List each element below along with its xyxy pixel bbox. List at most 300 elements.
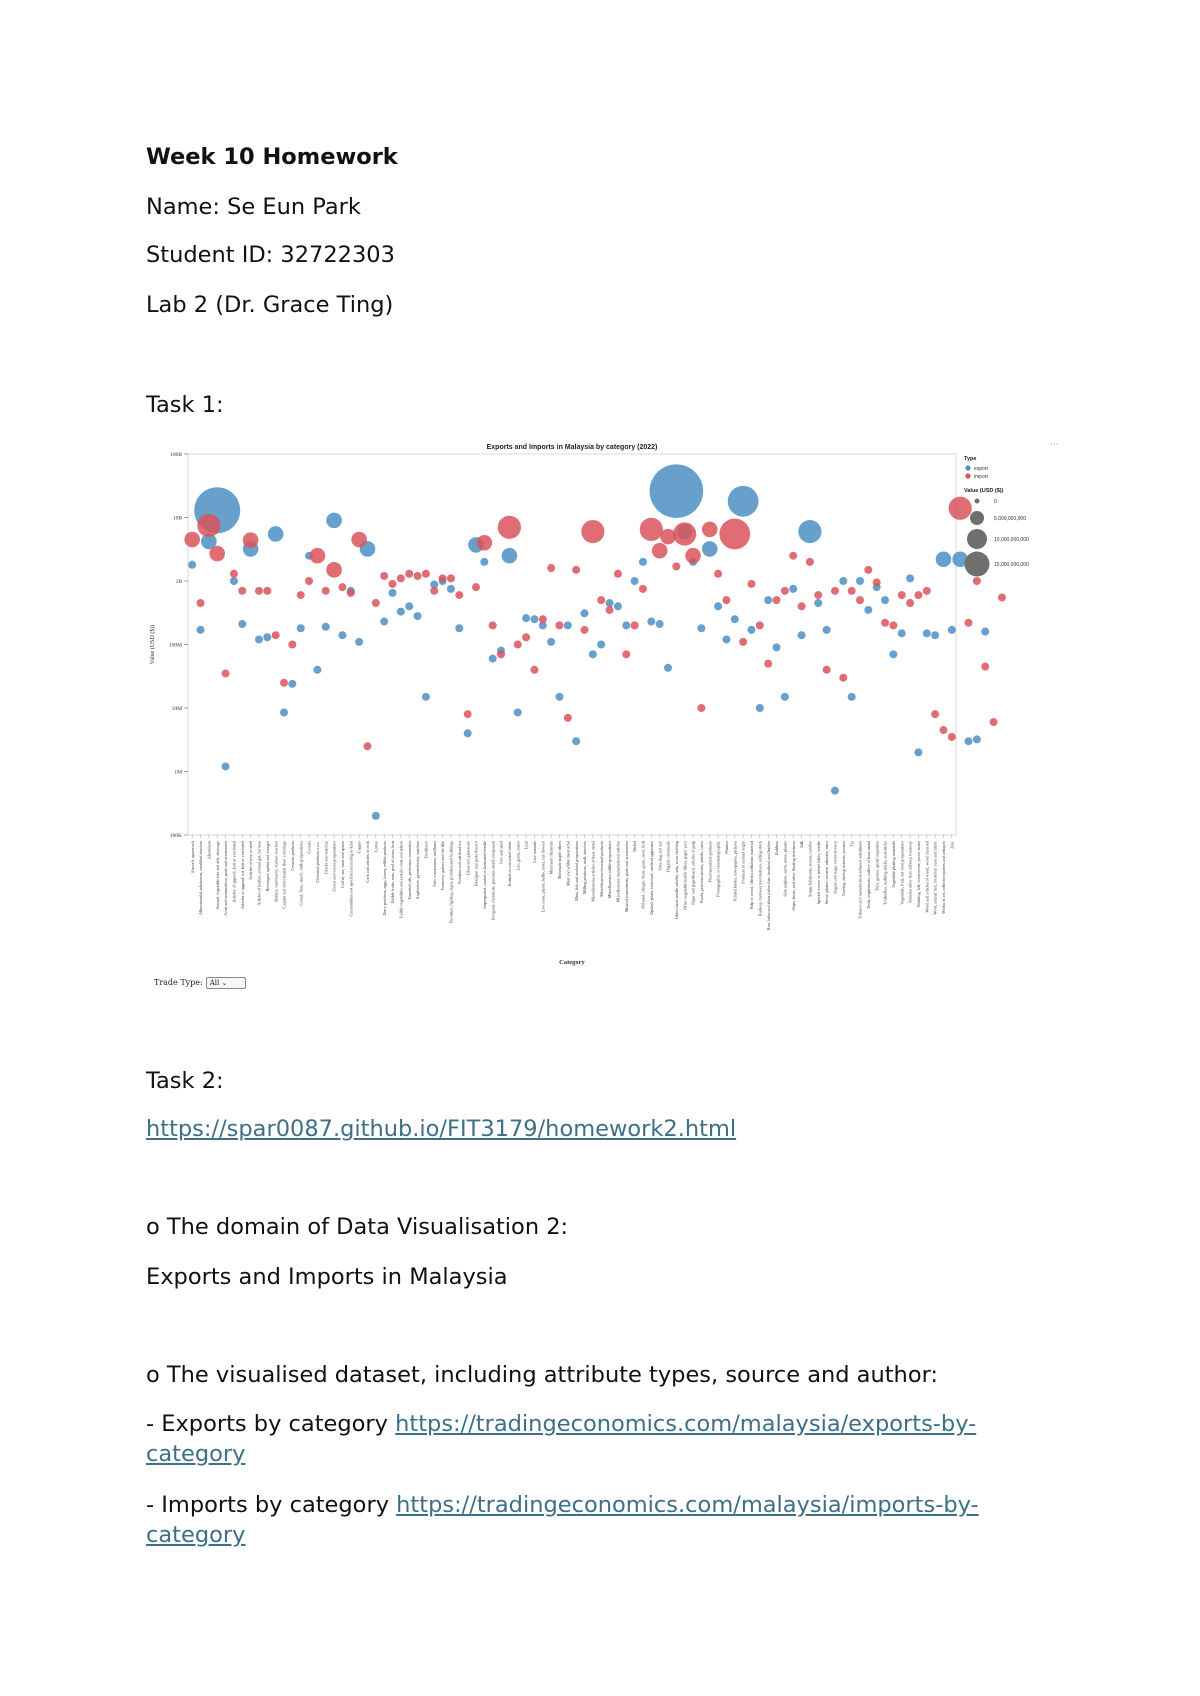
x-tick-label: Ships, boats, and other floating structures	[790, 841, 796, 911]
export-point	[831, 787, 839, 795]
trade-type-control	[154, 977, 246, 989]
import-point	[272, 631, 280, 639]
export-point	[697, 624, 705, 632]
export-point	[622, 621, 630, 629]
import-point	[447, 574, 455, 582]
task1-chart-figure	[146, 440, 1062, 1000]
x-tick-label: Zinc	[949, 841, 955, 849]
x-tick-label: Articles of leather, animal gut, harness	[256, 841, 262, 906]
x-tick-label: Paper and paperboard, articles of pulp	[690, 841, 696, 905]
trade-type-label: Trade Type:	[154, 978, 203, 987]
dataset-heading: o The visualised dataset, including attribute types, source and author:	[146, 1362, 939, 1388]
export-point	[389, 589, 397, 597]
export-point	[338, 631, 346, 639]
export-point	[547, 638, 555, 646]
x-tick-label: Glass and glassware	[465, 841, 471, 875]
x-tick-label: Cereal, flour, starch, milk preparations	[298, 841, 304, 906]
x-tick-label: Lac, gums, resins	[515, 841, 521, 871]
export-point	[647, 618, 655, 626]
import-point	[498, 516, 521, 539]
legend-size-label: 10,000,000,000	[994, 537, 1029, 543]
import-point	[798, 602, 806, 610]
x-tick-label: Inorganic chemicals, precious metal compound	[490, 841, 496, 921]
imports-source	[146, 1490, 1066, 1550]
x-tick-label: Stone, plaster, cement, asbestos, mica	[824, 841, 830, 905]
export-point	[322, 623, 330, 631]
export-point	[380, 618, 388, 626]
import-point	[430, 587, 438, 595]
import-point	[581, 520, 604, 543]
legend-size-swatch	[975, 499, 980, 504]
import-point	[652, 543, 668, 559]
import-point	[823, 666, 831, 674]
x-tick-label: Products of animal origin	[740, 841, 746, 884]
import-point	[230, 570, 238, 578]
x-tick-label: Footwear, gaiters and the like	[440, 841, 446, 891]
import-point	[572, 566, 580, 574]
import-point	[326, 562, 342, 578]
x-tick-label: Commodities not specified according to kind	[348, 841, 354, 917]
export-point	[464, 729, 472, 737]
export-point	[848, 693, 856, 701]
export-point	[931, 631, 939, 639]
x-tick-label: Explosives, pyrotechnics, matches	[415, 841, 421, 899]
export-point	[728, 486, 759, 517]
import-point	[622, 650, 630, 658]
import-point	[998, 593, 1006, 601]
legend-size-title: Value (USD ($))	[964, 488, 1004, 494]
export-point	[397, 608, 405, 616]
export-point	[230, 577, 238, 585]
import-point	[965, 619, 973, 627]
import-point	[685, 548, 701, 564]
export-point	[280, 708, 288, 716]
x-tick-label: Tobacco and manufactures tobacco substitutes	[857, 841, 863, 919]
export-point	[447, 585, 455, 593]
trade-type-value: All	[209, 979, 220, 987]
x-tick-label: Vegetable, fruit, nut food preparations	[899, 841, 905, 905]
import-point	[614, 570, 622, 578]
import-point	[747, 580, 755, 588]
x-tick-label: Clocks and watches	[323, 841, 329, 875]
export-point	[489, 655, 497, 663]
x-tick-label: Live animals	[532, 841, 538, 863]
x-tick-label: Miscellaneous edible preparations	[607, 841, 613, 899]
import-point	[881, 619, 889, 627]
import-point	[555, 621, 563, 629]
import-point	[814, 591, 822, 599]
x-tick-label: Furniture, lighting, signs, prefabricated buildings	[448, 841, 454, 924]
x-tick-label: Cork and articles of cork	[365, 841, 371, 883]
import-point	[305, 577, 313, 585]
x-tick-label: Copper	[356, 841, 362, 854]
export-point	[965, 737, 973, 745]
export-point	[268, 526, 284, 542]
x-tick-label: Wood and articles of wood, wood charcoal	[924, 841, 930, 913]
x-tick-label: Headgear and parts thereof	[473, 841, 479, 887]
x-tick-label: Nickel	[632, 841, 638, 853]
export-point	[422, 693, 430, 701]
export-point	[188, 561, 196, 569]
import-point	[856, 596, 864, 604]
x-tick-label: Ores slag and ash	[657, 841, 663, 871]
export-point	[798, 520, 821, 543]
x-tick-label: Photographic or cinematographic	[715, 841, 721, 897]
homework-link[interactable]: https://spar0087.github.io/FIT3179/homework2.html	[146, 1116, 737, 1142]
export-point	[906, 574, 914, 582]
legend-color-label: import	[974, 474, 988, 480]
legend-size-swatch	[965, 552, 990, 577]
x-tick-label: Knitted or crocheted fabric	[506, 841, 512, 887]
x-tick-label: Railway, tramway locomotives, rolling stock	[757, 841, 763, 917]
export-point	[981, 628, 989, 636]
import-point	[263, 587, 271, 595]
x-tick-label: Pharmaceutical products	[707, 841, 713, 883]
x-tick-label: Milling products, malt, starches	[582, 841, 588, 895]
export-point	[889, 650, 897, 658]
exports-source	[146, 1409, 1066, 1469]
domain-heading: o The domain of Data Visualisation 2:	[146, 1214, 569, 1240]
export-point	[372, 812, 380, 820]
x-tick-label: Impregnated, coated or laminated textile	[481, 841, 487, 909]
export-point	[606, 599, 614, 607]
x-tick-label: Aluminum	[206, 841, 212, 860]
export-point	[650, 464, 704, 518]
x-tick-label: Cereals	[306, 841, 312, 854]
import-point	[923, 587, 931, 595]
import-point	[422, 570, 430, 578]
export-point	[297, 624, 305, 632]
import-point	[581, 626, 589, 634]
y-tick-label: 100B	[170, 452, 182, 458]
import-point	[990, 718, 998, 726]
import-point	[280, 679, 288, 687]
export-point	[781, 693, 789, 701]
import-point	[209, 546, 225, 562]
x-tick-label: Aircraft, spacecraft	[189, 841, 195, 874]
export-point	[197, 626, 205, 634]
x-tick-label: Oil seed, oleagic fruits, grain, seed, fruit	[640, 841, 646, 909]
x-tick-label: Fish, crustaceans, molluscs	[431, 841, 437, 887]
export-point	[814, 599, 822, 607]
x-tick-label: Meat and edible meat offal	[565, 841, 571, 887]
export-point	[764, 596, 772, 604]
y-axis-title: Value (USD ($))	[150, 624, 156, 665]
import-point	[363, 742, 371, 750]
export-point	[639, 558, 647, 566]
export-point	[773, 643, 781, 651]
import-point	[405, 570, 413, 578]
import-point	[781, 587, 789, 595]
export-point	[856, 577, 864, 585]
import-point	[497, 650, 505, 658]
legend-size-swatch	[970, 511, 984, 525]
x-tick-label: Iron and steel	[498, 841, 504, 864]
import-point	[673, 522, 696, 545]
import-point	[514, 641, 522, 649]
x-tick-label: Pearls, precious stones, metals, coins	[698, 841, 704, 903]
x-tick-label: Animal, vegetable fats and oils, cleavage	[214, 841, 220, 910]
lab-info: Lab 2 (Dr. Grace Ting)	[146, 292, 394, 318]
chevron-down-icon: ⌄	[221, 979, 228, 987]
x-tick-label: Printed books, newspapers, pictures	[732, 841, 738, 902]
exports-link[interactable]: https://tradingeconomics.com/malaysia/exports-by-category	[146, 1411, 977, 1467]
x-tick-label: Manmade filaments	[548, 841, 554, 875]
x-tick-label: Carpets and other textile floor coverings	[281, 841, 287, 909]
import-point	[806, 558, 814, 566]
export-point	[455, 624, 463, 632]
x-tick-label: Sugars and sugar confectionery	[832, 841, 838, 894]
legend-color-label: export	[974, 466, 988, 472]
x-tick-label: Silk	[799, 841, 805, 848]
export-point	[405, 602, 413, 610]
plot-frame	[188, 454, 956, 835]
import-point	[414, 572, 422, 580]
legend-size-label: 15,000,000,000	[994, 562, 1029, 568]
import-point	[347, 589, 355, 597]
export-point	[631, 577, 639, 585]
export-point	[614, 602, 622, 610]
export-point	[522, 614, 530, 622]
x-tick-label: Miscellaneous articles of base metal	[590, 841, 596, 902]
y-tick-label: 10M	[171, 706, 182, 712]
export-point	[326, 513, 342, 529]
import-point	[455, 591, 463, 599]
x-tick-label: Boilers, machinery; nuclear reactors	[273, 841, 279, 902]
import-point	[380, 572, 388, 580]
legend-size-swatch	[967, 529, 987, 549]
export-point	[948, 626, 956, 634]
import-point	[351, 532, 367, 548]
legend-color-swatch	[965, 473, 970, 478]
import-point	[606, 606, 614, 614]
x-tick-label: Tin	[849, 841, 855, 847]
x-tick-label: Raw hides and skins (other than furskins) and leather	[765, 841, 771, 931]
export-point	[731, 615, 739, 623]
import-point	[297, 591, 305, 599]
y-tick-label: 100K	[169, 833, 182, 839]
x-tick-label: Tanning, dyeing extracts, tannins	[840, 841, 846, 897]
x-tick-label: Miscellaneous chemical products	[598, 841, 604, 897]
x-tick-label: Essential oils, perfumes, cosmetics	[406, 841, 412, 900]
import-point	[372, 599, 380, 607]
import-point	[522, 633, 530, 641]
x-tick-label: Toys, games, sports requisites	[874, 841, 880, 892]
export-point	[756, 704, 764, 712]
x-tick-label: Meat, fish and seafood preparations	[573, 841, 579, 901]
import-point	[639, 585, 647, 593]
chart-actions-menu[interactable]: ···	[1050, 440, 1059, 450]
y-tick-label: 1B	[175, 579, 182, 585]
x-tick-label: Miscellaneous manufactured articles	[615, 841, 621, 903]
import-point	[949, 497, 972, 520]
export-point	[864, 606, 872, 614]
x-tick-label: Articles of iron or steel	[248, 841, 254, 880]
import-point	[477, 535, 493, 551]
import-point	[719, 519, 750, 550]
export-point	[798, 631, 806, 639]
x-tick-label: Other made textile articles, sets, worn clothing	[673, 841, 679, 920]
x-tick-label: Fertilizers	[423, 841, 429, 858]
import-point	[898, 591, 906, 599]
x-tick-label: Edible fruits, nuts, peel of citrus fruit	[390, 841, 396, 904]
x-tick-label: Optical, photo, technical, medical apparatus	[648, 841, 654, 915]
export-point	[597, 641, 605, 649]
import-point	[981, 663, 989, 671]
x-tick-label: Salt, sulphur, earth, stone, plaster	[782, 841, 788, 897]
x-tick-label: Cotton	[373, 841, 379, 853]
x-tick-label: Manmade staple fibers	[557, 841, 563, 880]
legend-size-label: 5,000,000,000	[994, 516, 1026, 522]
x-tick-label: Organic chemicals	[665, 841, 671, 873]
import-point	[756, 621, 764, 629]
import-point	[310, 548, 326, 564]
export-point	[530, 615, 538, 623]
export-point	[664, 664, 672, 672]
export-point	[923, 629, 931, 637]
import-point	[322, 587, 330, 595]
x-tick-label: Beverages, spirits and vinegar	[264, 841, 270, 892]
export-point	[414, 612, 422, 620]
import-point	[722, 596, 730, 604]
x-tick-label: Other vegetable textile fibers, paper yarn	[682, 841, 688, 910]
x-tick-label: Furskins and artificial fur	[456, 841, 462, 884]
export-point	[502, 548, 518, 564]
export-point	[714, 602, 722, 610]
y-tick-label: 100M	[168, 642, 182, 649]
x-tick-label: Works of art, collectors pieces and antiques	[941, 841, 947, 914]
exports-prefix: - Exports by category	[146, 1411, 396, 1437]
import-point	[948, 733, 956, 741]
task1-label: Task 1:	[146, 392, 224, 418]
import-point	[530, 666, 538, 674]
export-point	[898, 629, 906, 637]
x-tick-label: Vegetable plaiting materials	[890, 841, 896, 888]
export-point	[914, 748, 922, 756]
x-tick-label: Chemical products n.e.c.	[314, 841, 320, 883]
import-point	[702, 522, 718, 538]
import-point	[714, 570, 722, 578]
import-point	[864, 566, 872, 574]
import-point	[640, 518, 663, 541]
export-point	[255, 635, 263, 643]
export-point	[514, 708, 522, 716]
x-tick-label: Special woven or tufted fabric, textile	[815, 841, 821, 905]
page-title: Week 10 Homework	[146, 144, 398, 170]
student-id: Student ID: 32722303	[146, 242, 395, 268]
x-tick-label: Live trees, plants, bulbs, roots, cut flowers	[540, 841, 546, 913]
import-point	[631, 621, 639, 629]
x-tick-label: Pulp of wood, fibrous cellulosic material	[749, 841, 755, 910]
import-point	[472, 583, 480, 591]
x-tick-label: Cocoa and cocoa preparations	[331, 841, 337, 892]
x-tick-label: Articles of apparel, knit or crocheted	[231, 841, 237, 903]
legend-color-swatch	[965, 465, 970, 470]
export-point	[238, 620, 246, 628]
x-tick-label: Arms and ammunition, parts and accessories	[223, 841, 229, 916]
trade-type-select[interactable]	[206, 977, 246, 989]
export-point	[656, 620, 664, 628]
x-tick-label: Articles of apparel, not knit or crocheted	[239, 841, 245, 910]
import-point	[848, 587, 856, 595]
export-point	[355, 638, 363, 646]
export-point	[263, 633, 271, 641]
x-tick-label: Albuminoidal substances, modified starches	[198, 841, 204, 915]
export-point	[589, 650, 597, 658]
export-point	[789, 585, 797, 593]
x-tick-label: Rubbers	[774, 841, 780, 855]
import-point	[597, 596, 605, 604]
export-point	[881, 596, 889, 604]
domain-value: Exports and Imports in Malaysia	[146, 1264, 508, 1290]
import-point	[564, 714, 572, 722]
export-point	[722, 635, 730, 643]
import-point	[197, 514, 220, 537]
export-point	[288, 680, 296, 688]
imports-prefix: - Imports by category	[146, 1492, 397, 1518]
import-point	[697, 704, 705, 712]
import-point	[873, 578, 881, 586]
x-tick-label: Dairy products, eggs, honey, edible products	[381, 841, 387, 916]
import-point	[889, 621, 897, 629]
y-tick-label: 1M	[174, 769, 182, 776]
import-point	[243, 532, 259, 548]
task2-label: Task 2:	[146, 1068, 224, 1094]
x-tick-label: Ceramic products	[289, 841, 295, 871]
export-point	[480, 558, 488, 566]
import-point	[338, 583, 346, 591]
y-tick-label: 10B	[172, 515, 182, 522]
export-point	[222, 762, 230, 770]
x-tick-label: Edible vegetables and certain roots and tubers	[398, 841, 404, 918]
export-point	[555, 693, 563, 701]
import-point	[739, 638, 747, 646]
x-tick-label: Wool, animal hair, horsehair yarn and fabric	[932, 841, 938, 915]
export-point	[564, 621, 572, 629]
import-point	[931, 710, 939, 718]
import-point	[197, 599, 205, 607]
chart-title: Exports and Imports in Malaysia by category (2022)	[486, 444, 658, 451]
import-point	[288, 641, 296, 649]
import-point	[839, 674, 847, 682]
export-point	[973, 735, 981, 743]
export-point	[572, 737, 580, 745]
export-point	[581, 609, 589, 617]
import-point	[789, 552, 797, 560]
import-point	[222, 669, 230, 677]
import-point	[389, 580, 397, 588]
x-tick-label: Umbrellas, walking-sticks, seat-sticks	[882, 841, 888, 905]
legend-size-label: 0	[994, 499, 997, 505]
x-axis-title: Category	[559, 959, 585, 966]
imports-link[interactable]: https://tradingeconomics.com/malaysia/imports-by-category	[146, 1492, 979, 1548]
x-tick-label: Soaps, lubricants, waxes, candles	[807, 841, 813, 897]
export-point	[702, 541, 718, 557]
import-point	[939, 726, 947, 734]
import-point	[672, 562, 680, 570]
export-point	[936, 551, 952, 567]
import-point	[238, 587, 246, 595]
export-point	[839, 577, 847, 585]
import-point	[831, 587, 839, 595]
x-tick-label: Coffee, tea, mate and spices	[340, 841, 346, 888]
export-point	[313, 666, 321, 674]
import-point	[773, 596, 781, 604]
import-point	[489, 621, 497, 629]
x-tick-label: Wadding, felt, nonwovens, yarns, twine	[916, 841, 922, 908]
import-point	[397, 574, 405, 582]
x-tick-label: Plastics	[724, 841, 730, 854]
